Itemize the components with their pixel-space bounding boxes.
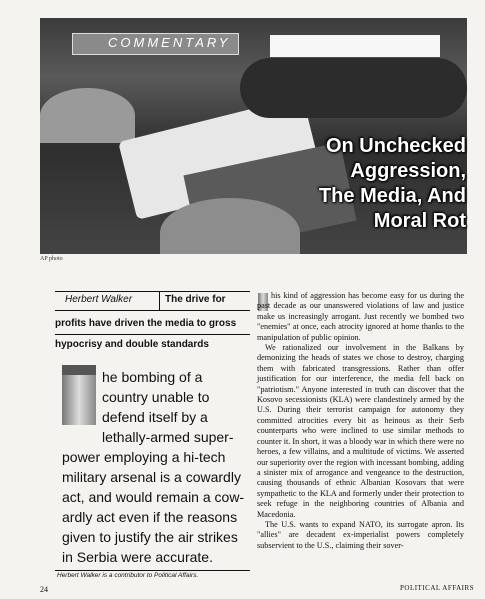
byline-divider bbox=[159, 292, 160, 310]
photo-credit: AP photo bbox=[40, 256, 63, 262]
deck-line: The drive for bbox=[165, 294, 226, 305]
title-line: Moral Rot bbox=[373, 210, 466, 232]
article-title bbox=[276, 134, 466, 234]
lead-line: in Serbia were accurate. bbox=[62, 549, 213, 565]
deck bbox=[55, 314, 250, 355]
title-line: On Unchecked bbox=[325, 135, 466, 157]
title-backdrop bbox=[270, 35, 440, 57]
lead-line: defend itself by a bbox=[102, 409, 208, 425]
lead-line: country unable to bbox=[102, 389, 210, 405]
section-kicker: COMMENTARY bbox=[108, 35, 231, 50]
lead-line: act, and would remain a cow- bbox=[62, 489, 245, 505]
page-number: 24 bbox=[40, 585, 48, 594]
lead-line: military arsenal is a cowardly bbox=[62, 469, 241, 485]
byline-row bbox=[55, 291, 250, 311]
body-paragraph: The U.S. wants to expand NATO, its surrogate apron. Its "allies" are decadent ex-imperialist powers completely subservient to the U.S., claiming their sover- bbox=[257, 519, 464, 550]
lead-line: he bombing of a bbox=[102, 369, 203, 385]
author-footnote: Herbert Walker is a contributor to Political Affairs. bbox=[57, 572, 199, 579]
author-name: Herbert Walker bbox=[65, 294, 133, 305]
body-paragraph: his kind of aggression has become easy for us during the past decade as our unanswered violations of law and justice make us increasingly arrogant. Just recently we bombed two "enemies" at once, each atrocity ignored at home thanks to the manipulation of public opinion. bbox=[257, 291, 464, 342]
lead-line: power employing a hi-tech bbox=[62, 449, 226, 465]
footnote-rule bbox=[55, 570, 250, 571]
crowd-shape bbox=[240, 58, 467, 118]
title-line: The Media, And bbox=[318, 185, 466, 207]
lead-paragraph bbox=[62, 367, 250, 567]
lead-line: ardly act even if the reasons bbox=[62, 509, 238, 525]
journal-name: POLITICAL AFFAIRS bbox=[400, 584, 475, 592]
lead-line: given to justify the air strikes bbox=[62, 529, 238, 545]
umbrella-shape bbox=[40, 88, 135, 143]
lead-line: lethally-armed super- bbox=[102, 429, 234, 445]
deck-line: hypocrisy and double standards bbox=[55, 339, 209, 350]
title-line: Aggression, bbox=[350, 160, 466, 182]
body-paragraph: We rationalized our involvement in the Balkans by demonizing the heads of states we chose to destroy, charging them with fabricated transgressions. Rather than offer justification for our interference, the media fell back on "patriotism." Anyone interested in truth can discover that the Kosovo secessionists (KLA) were clandestinely armed by the U.S. During their terrorist campaign for autonomy they committed atrocities every bit as heinous as their Serb counterparts who were inclined to use similar methods to counter it. In short, it was a bloody war in which there were no heroes, a few villains, and a multitude of victims. We asserted our superiority over the region with incessant bombing, adding a sinister mix of arrogance and vengeance to the destruction, causing thousands of ethnic Albanian Kosovars that were sympathetic to the KLA and formerly under their protection to seek refuge in the neighboring countries of Albania and Macedonia. bbox=[257, 343, 464, 519]
deck-line: profits have driven the media to gross bbox=[55, 314, 250, 335]
body-column bbox=[257, 291, 464, 551]
